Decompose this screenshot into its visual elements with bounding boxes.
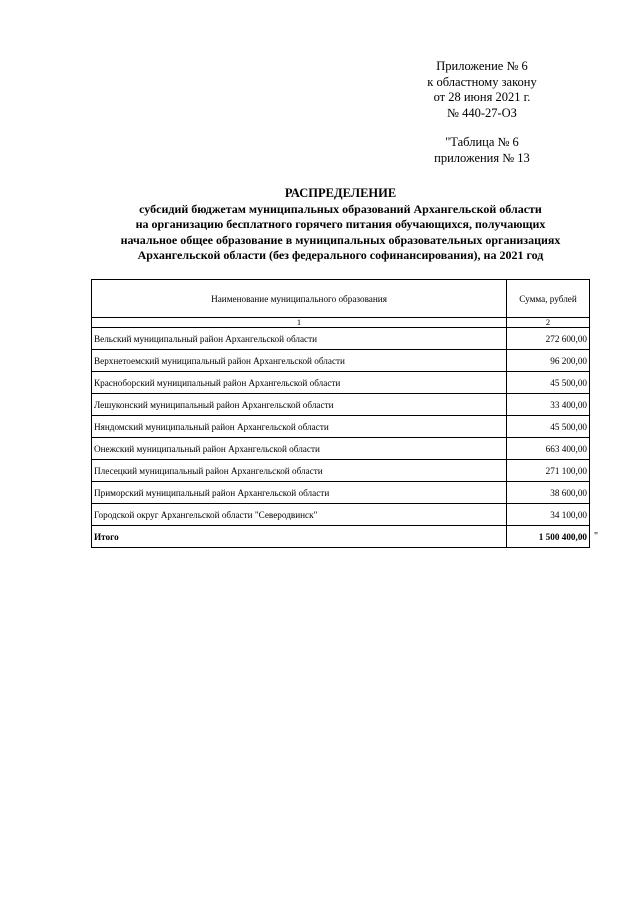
title-line-3: начальное общее образование в муниципальных образовательных организациях bbox=[120, 232, 561, 247]
total-label: Итого bbox=[92, 526, 507, 548]
appendix-header bbox=[382, 59, 582, 166]
document-title bbox=[88, 186, 593, 264]
title-line-2: на организацию бесплатного горячего питания обучающихся, получающих bbox=[135, 217, 546, 232]
title-main: РАСПРЕДЕЛЕНИЕ bbox=[284, 186, 397, 200]
row-municipality: Няндомский муниципальный район Архангельской области bbox=[92, 416, 507, 438]
header-amount: Сумма, рублей bbox=[507, 280, 590, 318]
appendix-annex-ref: приложения № 13 bbox=[434, 150, 530, 165]
distribution-table bbox=[91, 279, 590, 548]
title-line-1: субсидий бюджетам муниципальных образований Архангельской области bbox=[139, 201, 542, 216]
column-number-2: 2 bbox=[507, 318, 590, 328]
table-row bbox=[92, 372, 590, 394]
row-amount: 33 400,00 bbox=[507, 394, 590, 416]
appendix-law-number: № 440-27-ОЗ bbox=[447, 105, 517, 120]
column-number-row bbox=[92, 318, 590, 328]
row-amount: 45 500,00 bbox=[507, 372, 590, 394]
row-municipality: Красноборский муниципальный район Архангельской области bbox=[92, 372, 507, 394]
header-municipality: Наименование муниципального образования bbox=[92, 280, 507, 318]
table-row bbox=[92, 416, 590, 438]
table-row bbox=[92, 350, 590, 372]
appendix-law-date: от 28 июня 2021 г. bbox=[433, 90, 531, 104]
table-header-row bbox=[92, 280, 590, 318]
appendix-number: Приложение № 6 bbox=[436, 59, 528, 73]
row-amount: 271 100,00 bbox=[507, 460, 590, 482]
column-number-1: 1 bbox=[92, 318, 507, 328]
table-row bbox=[92, 482, 590, 504]
closing-quote-mark: " bbox=[594, 531, 599, 542]
appendix-gap bbox=[382, 121, 582, 135]
row-municipality: Приморский муниципальный район Архангельской области bbox=[92, 482, 507, 504]
row-municipality: Верхнетоемский муниципальный район Архангельской области bbox=[92, 350, 507, 372]
row-municipality: Городской округ Архангельской области "Северодвинск" bbox=[92, 504, 507, 526]
table-row bbox=[92, 504, 590, 526]
row-amount: 45 500,00 bbox=[507, 416, 590, 438]
table-total-row bbox=[92, 526, 590, 548]
appendix-law-ref: к областному закону bbox=[427, 74, 537, 89]
row-municipality: Онежский муниципальный район Архангельской области bbox=[92, 438, 507, 460]
row-amount: 663 400,00 bbox=[507, 438, 590, 460]
table-row bbox=[92, 328, 590, 350]
row-municipality: Вельский муниципальный район Архангельской области bbox=[92, 328, 507, 350]
row-municipality: Лешуконский муниципальный район Архангельской области bbox=[92, 394, 507, 416]
table-row bbox=[92, 460, 590, 482]
title-line-4: Архангельской области (без федерального софинансирования), на 2021 год bbox=[137, 248, 544, 263]
row-amount: 34 100,00 bbox=[507, 504, 590, 526]
appendix-table-ref: "Таблица № 6 bbox=[445, 135, 519, 149]
table-row bbox=[92, 394, 590, 416]
row-amount: 96 200,00 bbox=[507, 350, 590, 372]
row-amount: 38 600,00 bbox=[507, 482, 590, 504]
row-municipality: Плесецкий муниципальный район Архангельской области bbox=[92, 460, 507, 482]
total-amount: 1 500 400,00 bbox=[507, 526, 590, 548]
table-row bbox=[92, 438, 590, 460]
row-amount: 272 600,00 bbox=[507, 328, 590, 350]
